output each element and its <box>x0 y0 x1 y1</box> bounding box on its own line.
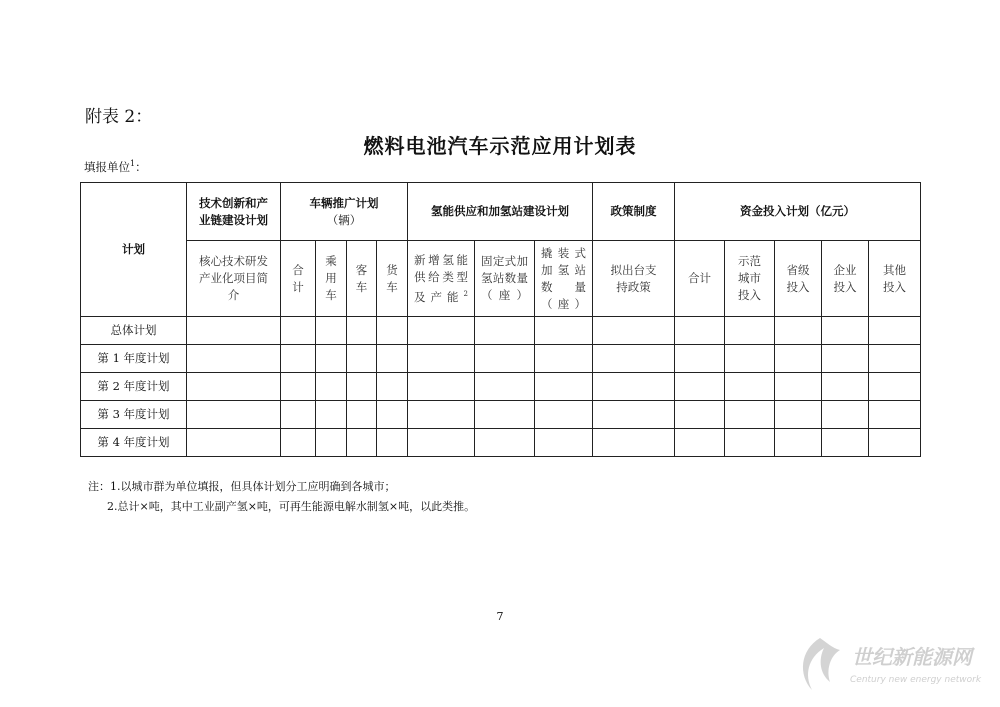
sub-skid-station: 撬装式加氢站数量（座） <box>535 241 593 317</box>
sub-vehicle-total: 合计 <box>281 241 316 317</box>
watermark <box>790 630 990 700</box>
table-row <box>81 373 921 401</box>
footnote-ref-2: 2 <box>463 289 468 298</box>
group-vehicle-title: 车辆推广计划 <box>309 195 379 210</box>
row-label: 第 1 年度计划 <box>81 345 187 373</box>
group-policy: 政策制度 <box>593 183 675 241</box>
sub-enterprise: 企业投入 <box>822 241 869 317</box>
page-title: 燃料电池汽车示范应用计划表 <box>363 134 637 158</box>
row-label: 总体计划 <box>81 317 187 345</box>
group-hydrogen: 氢能供应和加氢站建设计划 <box>408 183 593 241</box>
sub-province: 省级投入 <box>775 241 822 317</box>
sub-new-h2 <box>408 241 475 317</box>
group-vehicle-unit: （辆） <box>326 212 362 227</box>
watermark-cn: 世纪新能源网 <box>852 645 972 669</box>
row-label: 第 2 年度计划 <box>81 373 187 401</box>
watermark-en: Century new energy network <box>850 675 982 685</box>
sub-new-h2-text: 新增氢能供给类型及产能 <box>414 252 468 304</box>
group-vehicle <box>281 183 408 241</box>
table-row <box>81 429 921 457</box>
sub-tech-intro: 核心技术研发产业化项目简介 <box>187 241 281 317</box>
sub-demo-city: 示范城市投入 <box>725 241 775 317</box>
sub-truck: 货车 <box>377 241 408 317</box>
sub-policy-plan: 拟出台支持政策 <box>593 241 675 317</box>
table-row <box>81 317 921 345</box>
fill-unit-text: 填报单位 <box>84 160 130 174</box>
page-number: 7 <box>496 610 504 623</box>
group-tech: 技术创新和产业链建设计划 <box>187 183 281 241</box>
plan-table <box>80 182 921 457</box>
watermark-logo-icon <box>790 630 990 700</box>
row-label: 第 3 年度计划 <box>81 401 187 429</box>
annex-label: 附表 2： <box>85 107 153 127</box>
sub-other: 其他投入 <box>869 241 921 317</box>
table-row <box>81 345 921 373</box>
group-funding: 资金投入计划（亿元） <box>675 183 921 241</box>
sub-bus: 客车 <box>347 241 377 317</box>
sub-fund-total: 合计 <box>675 241 725 317</box>
note-2: 2.总计×吨，其中工业副产氢×吨，可再生能源电解水制氢×吨，以此类推。 <box>107 500 476 513</box>
row-header-plan: 计划 <box>81 183 187 317</box>
fill-unit-colon: ： <box>135 160 147 174</box>
sub-passenger: 乘用车 <box>316 241 347 317</box>
footnote-ref-1: 1 <box>130 159 136 169</box>
fill-unit-label <box>84 159 147 175</box>
sub-fixed-station: 固定式加氢站数量（座） <box>475 241 535 317</box>
row-label: 第 4 年度计划 <box>81 429 187 457</box>
note-1: 注：1.以城市群为单位填报，但具体计划分工应明确到各城市； <box>88 480 396 493</box>
table-row <box>81 401 921 429</box>
